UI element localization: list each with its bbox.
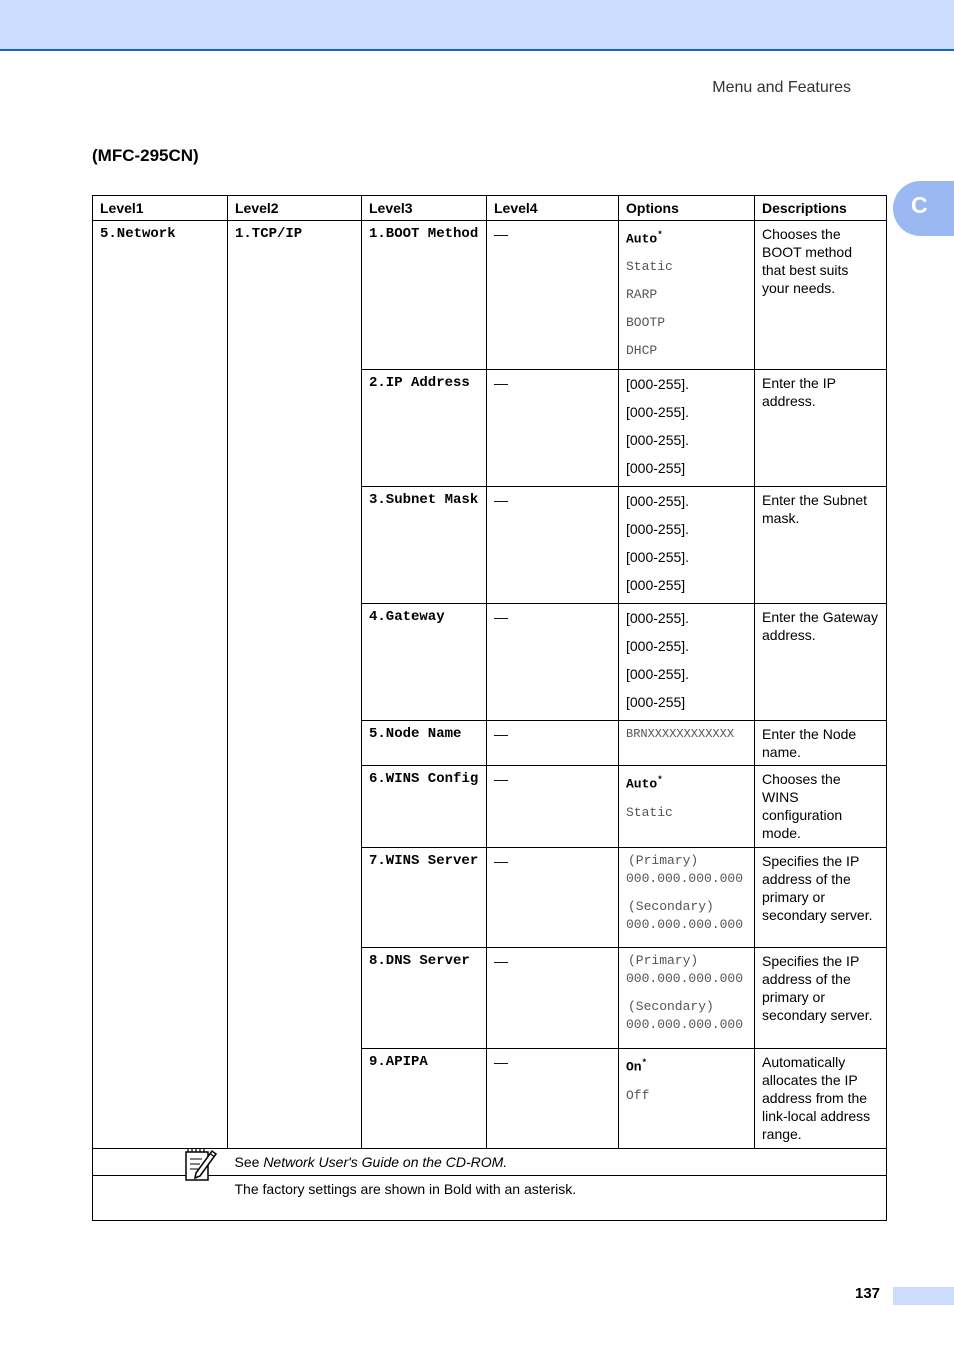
level1-cell: 5.Network [93,221,228,1149]
see-reference-cell [228,1149,887,1176]
col-header: Level4 [487,196,619,221]
option: Static [626,804,673,820]
description-cell: Enter the Subnet mask. [755,487,887,604]
option: [000-255]. [626,376,690,393]
option: [000-255]. [626,493,690,510]
page-number: 137 [855,1285,881,1302]
options-cell [619,604,755,721]
option: DHCP [626,343,658,359]
options-cell [619,766,755,848]
option-label: (Primary) [628,953,699,969]
option-label: (Secondary) [628,999,714,1015]
chapter-tab [893,181,954,236]
table-header-row [93,196,887,221]
level4-cell: — [487,766,619,848]
option-label: (Primary) [628,853,699,869]
options-cell [619,370,755,487]
col-header: Level1 [93,196,228,221]
option-group [626,952,747,988]
level3-cell: 9.APIPA [362,1049,487,1149]
options-cell [619,1049,755,1149]
options-cell [619,487,755,604]
description-cell: Specifies the IP address of the primary or secondary server. [755,848,887,948]
option: [000-255]. [626,521,690,538]
options-cell [619,848,755,948]
level2-cell: 1.TCP/IP [228,221,362,1149]
menu-table [92,195,887,1221]
col-header: Level3 [362,196,487,221]
level4-cell: — [487,1049,619,1149]
top-band [0,0,954,51]
option-group [626,852,747,888]
note-pencil-icon [184,1147,218,1183]
level4-cell: — [487,370,619,487]
col-header: Level2 [228,196,362,221]
option: BRNXXXXXXXXXXXX [626,727,735,742]
description-cell: Enter the Gateway address. [755,604,887,721]
chapter-tab-letter: C [911,192,928,218]
option-label: (Secondary) [628,899,714,915]
col-header: Descriptions [755,196,887,221]
option-default: On* [626,1058,648,1075]
col-header: Options [619,196,755,221]
level3-cell: 4.Gateway [362,604,487,721]
option: [000-255]. [626,404,690,421]
level4-cell: — [487,604,619,721]
level3-cell: 7.WINS Server [362,848,487,948]
option: [000-255]. [626,432,690,449]
option-group [626,898,747,934]
option: [000-255]. [626,638,690,655]
option: 000.000.000.000 [626,1017,744,1033]
level3-cell: 6.WINS Config [362,766,487,848]
option: RARP [626,287,658,303]
level4-cell: — [487,721,619,766]
option-group [626,998,747,1034]
option: [000-255] [626,694,686,711]
option: 000.000.000.000 [626,871,744,887]
page-bar [893,1287,954,1305]
option: 000.000.000.000 [626,917,744,933]
description-cell: Specifies the IP address of the primary or secondary server. [755,948,887,1049]
option: [000-255] [626,460,686,477]
description-cell: Chooses the WINS configuration mode. [755,766,887,848]
level3-cell: 3.Subnet Mask [362,487,487,604]
level4-cell: — [487,487,619,604]
option: BOOTP [626,315,666,331]
description-cell: Enter the Node name. [755,721,887,766]
level3-cell: 8.DNS Server [362,948,487,1049]
option-default: Auto* [626,230,663,247]
level3-cell: 1.BOOT Method [362,221,487,370]
note-text: The factory settings are shown in Bold with an asterisk. [228,1176,887,1221]
level4-cell: — [487,221,619,370]
level4-cell: — [487,948,619,1049]
option: Static [626,259,673,275]
option: [000-255]. [626,610,690,627]
options-cell [619,221,755,370]
option: Off [626,1087,650,1103]
level3-cell: 2.IP Address [362,370,487,487]
option: [000-255]. [626,549,690,566]
option: 000.000.000.000 [626,971,744,987]
options-cell [619,721,755,766]
description-cell: Enter the IP address. [755,370,887,487]
see-reference-link: Network User's Guide on the CD-ROM. [263,1154,508,1171]
description-cell: Automatically allocates the IP address from the link-local address range. [755,1049,887,1149]
level4-cell: — [487,848,619,948]
see-prefix: See [234,1154,264,1171]
header-section: Menu and Features [712,79,851,96]
option: [000-255] [626,577,686,594]
option: [000-255]. [626,666,690,683]
option-default: Auto* [626,775,663,792]
section-title: (MFC-295CN) [92,146,199,165]
options-cell [619,948,755,1049]
description-cell: Chooses the BOOT method that best suits your needs. [755,221,887,370]
level3-cell: 5.Node Name [362,721,487,766]
table-row [93,221,887,370]
